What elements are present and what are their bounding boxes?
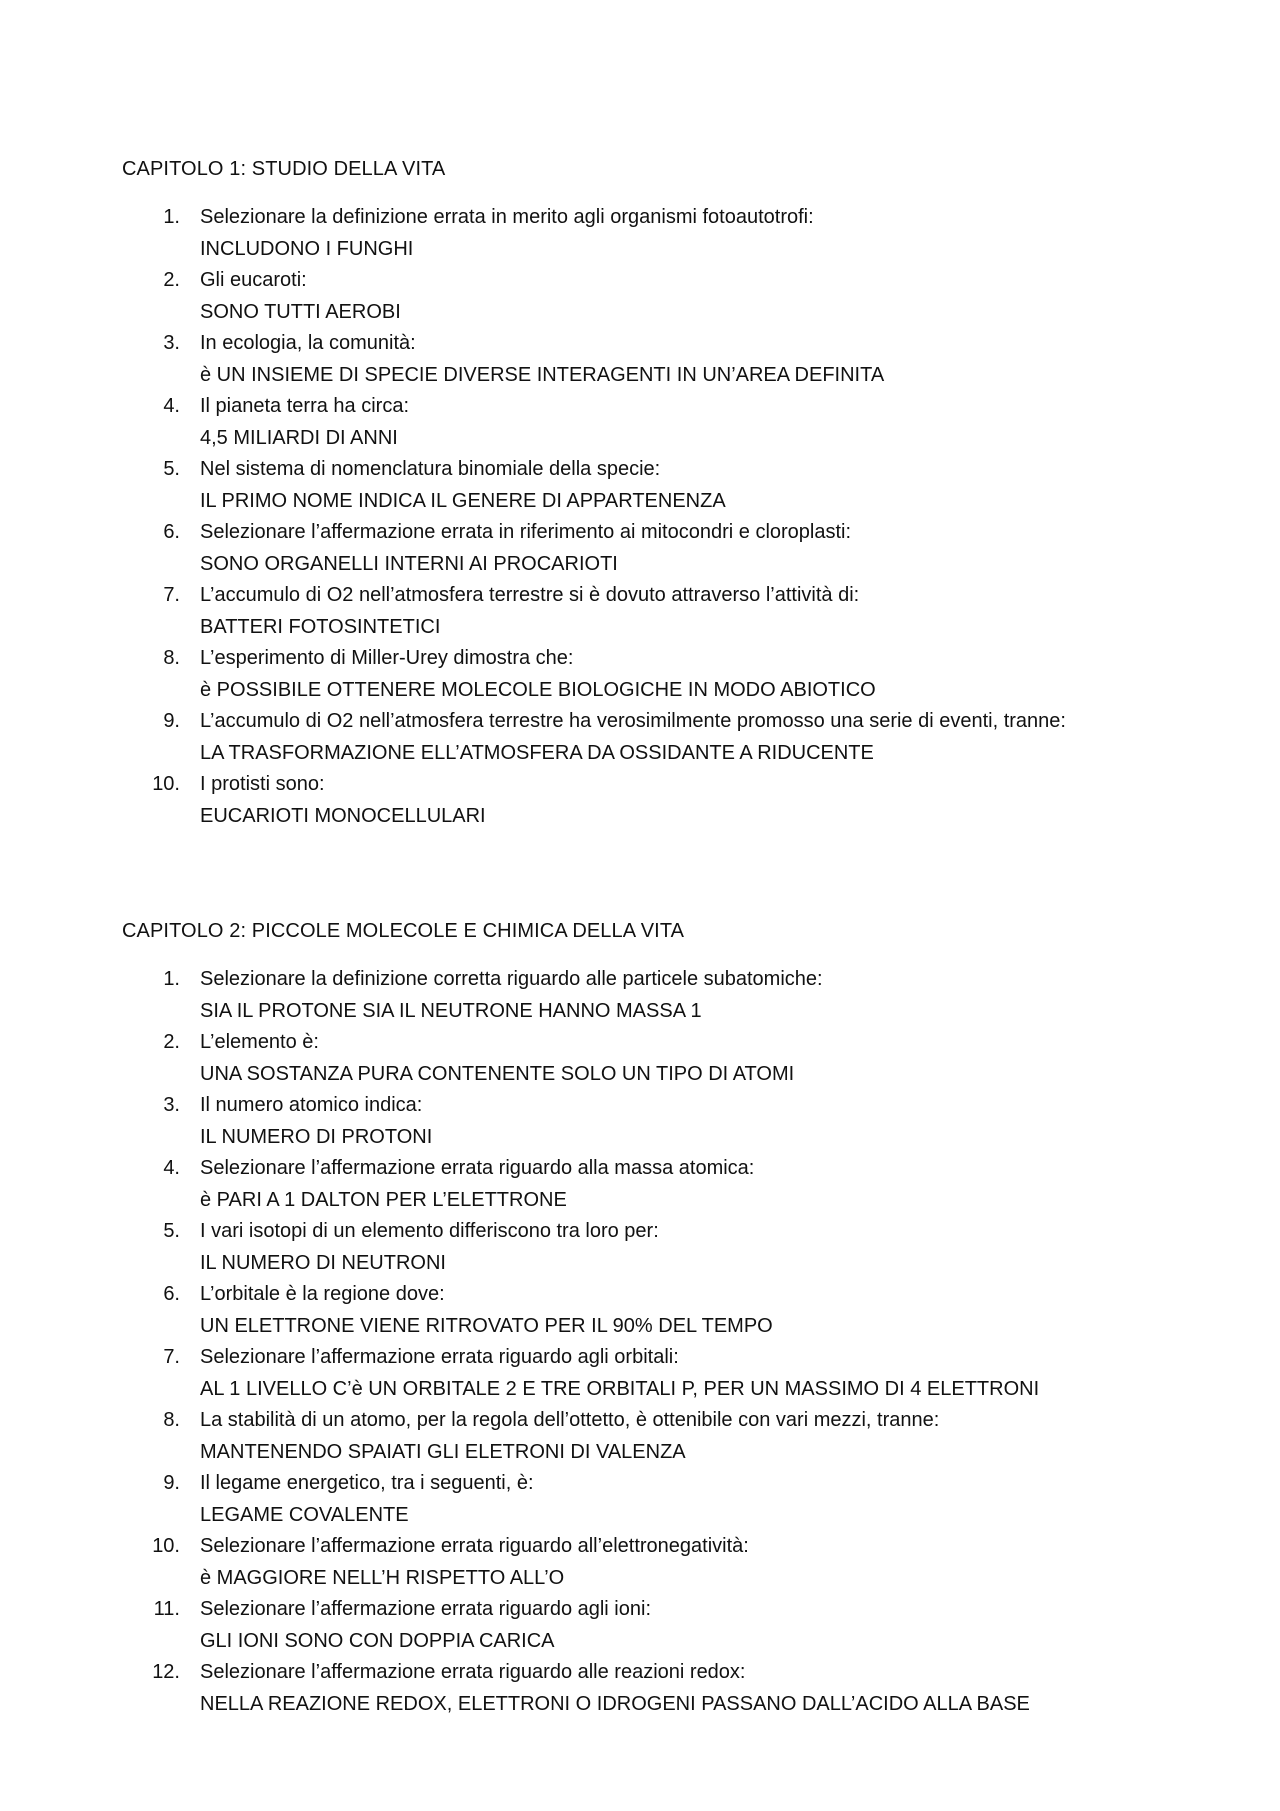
item-number: 9. [163,1472,180,1494]
answer-text: UNA SOSTANZA PURA CONTENENTE SOLO UN TIPO DI ATOMI [200,1062,795,1085]
item-number: 11. [153,1598,180,1620]
question-text: L’orbitale è la regione dove: [200,1283,445,1305]
list-item [122,1153,1222,1216]
answer-text: è PARI A 1 DALTON PER L’ELETTRONE [200,1188,567,1211]
item-number: 3. [163,332,180,354]
answer-text: GLI IONI SONO CON DOPPIA CARICA [200,1629,555,1652]
answer-text: IL NUMERO DI NEUTRONI [200,1251,446,1274]
list-item [122,643,1222,706]
question-text: Selezionare la definizione corretta riguardo alle particele subatomiche: [200,968,823,990]
item-number: 7. [163,584,180,606]
item-number: 6. [163,1283,180,1305]
question-text: Selezionare l’affermazione errata riguardo alla massa atomica: [200,1157,755,1179]
answer-text: UN ELETTRONE VIENE RITROVATO PER IL 90% DEL TEMPO [200,1314,773,1337]
answer-text: è UN INSIEME DI SPECIE DIVERSE INTERAGENTI IN UN’AREA DEFINITA [200,363,885,386]
item-number: 12. [152,1661,180,1683]
item-number: 1. [163,206,180,228]
list-item [122,202,1222,265]
list-item [122,1657,1222,1720]
question-text: Selezionare l’affermazione errata riguardo agli ioni: [200,1598,651,1620]
chapter-2 [122,918,1222,1720]
item-number: 5. [163,458,180,480]
item-number: 2. [163,269,180,291]
answer-text: SONO TUTTI AEROBI [200,300,401,323]
answer-text: EUCARIOTI MONOCELLULARI [200,804,486,827]
answer-text: SONO ORGANELLI INTERNI AI PROCARIOTI [200,552,618,575]
question-text: Selezionare l’affermazione errata riguardo agli orbitali: [200,1346,679,1368]
list-item [122,265,1222,328]
item-number: 5. [163,1220,180,1242]
answer-text: LA TRASFORMAZIONE ELL’ATMOSFERA DA OSSIDANTE A RIDUCENTE [200,741,874,764]
chapter-1 [122,156,1222,832]
list-item [122,391,1222,454]
answer-text: AL 1 LIVELLO C’è UN ORBITALE 2 E TRE ORBITALI P, PER UN MASSIMO DI 4 ELETTRONI [200,1377,1040,1400]
question-text: Il pianeta terra ha circa: [200,395,409,417]
item-number: 6. [163,521,180,543]
question-list [122,202,1222,832]
item-number: 2. [163,1031,180,1053]
list-item [122,1090,1222,1153]
list-item [122,1531,1222,1594]
question-text: Selezionare l’affermazione errata riguardo all’elettronegatività: [200,1535,749,1557]
item-number: 8. [163,647,180,669]
question-text: Selezionare l’affermazione errata riguardo alle reazioni redox: [200,1661,746,1683]
question-text: La stabilità di un atomo, per la regola dell’ottetto, è ottenibile con vari mezzi, tranne: [200,1409,940,1431]
answer-text: BATTERI FOTOSINTETICI [200,615,441,638]
list-item [122,1027,1222,1090]
answer-text: SIA IL PROTONE SIA IL NEUTRONE HANNO MASSA 1 [200,999,702,1022]
question-text: Selezionare la definizione errata in merito agli organismi fotoautotrofi: [200,206,814,228]
answer-text: IL NUMERO DI PROTONI [200,1125,433,1148]
item-number: 9. [163,710,180,732]
question-text: In ecologia, la comunità: [200,332,416,354]
list-item [122,706,1222,769]
document-page [122,156,1222,1720]
list-item [122,1279,1222,1342]
chapter-title: CAPITOLO 2: PICCOLE MOLECOLE E CHIMICA DELLA VITA [122,920,685,942]
question-text: I vari isotopi di un elemento differiscono tra loro per: [200,1220,659,1242]
list-item [122,769,1222,832]
answer-text: INCLUDONO I FUNGHI [200,237,414,260]
list-item [122,580,1222,643]
list-item [122,454,1222,517]
answer-text: IL PRIMO NOME INDICA IL GENERE DI APPARTENENZA [200,489,726,512]
list-item [122,1468,1222,1531]
list-item [122,964,1222,1027]
question-list [122,964,1222,1720]
answer-text: LEGAME COVALENTE [200,1503,409,1526]
item-number: 10. [152,1535,180,1557]
question-text: Gli eucaroti: [200,269,307,291]
item-number: 7. [163,1346,180,1368]
item-number: 10. [152,773,180,795]
list-item [122,1405,1222,1468]
answer-text: 4,5 MILIARDI DI ANNI [200,426,398,449]
list-item [122,328,1222,391]
item-number: 4. [163,395,180,417]
question-text: Il numero atomico indica: [200,1094,423,1116]
item-number: 3. [163,1094,180,1116]
answer-text: è POSSIBILE OTTENERE MOLECOLE BIOLOGICHE IN MODO ABIOTICO [200,678,876,701]
list-item [122,1216,1222,1279]
chapter-title: CAPITOLO 1: STUDIO DELLA VITA [122,158,446,180]
question-text: I protisti sono: [200,773,325,795]
item-number: 1. [163,968,180,990]
answer-text: MANTENENDO SPAIATI GLI ELETRONI DI VALENZA [200,1440,686,1463]
question-text: L’esperimento di Miller-Urey dimostra che: [200,647,574,669]
question-text: L’elemento è: [200,1031,319,1053]
list-item [122,1342,1222,1405]
item-number: 8. [163,1409,180,1431]
question-text: Selezionare l’affermazione errata in riferimento ai mitocondri e cloroplasti: [200,521,852,543]
answer-text: è MAGGIORE NELL’H RISPETTO ALL’O [200,1566,565,1589]
answer-text: NELLA REAZIONE REDOX, ELETTRONI O IDROGENI PASSANO DALL’ACIDO ALLA BASE [200,1692,1030,1715]
item-number: 4. [163,1157,180,1179]
question-text: Il legame energetico, tra i seguenti, è: [200,1472,534,1494]
question-text: L’accumulo di O2 nell’atmosfera terrestre si è dovuto attraverso l’attività di: [200,584,860,606]
list-item [122,1594,1222,1657]
list-item [122,517,1222,580]
question-text: L’accumulo di O2 nell’atmosfera terrestre ha verosimilmente promosso una serie di eventi, tranne: [200,710,1066,732]
question-text: Nel sistema di nomenclatura binomiale della specie: [200,458,661,480]
